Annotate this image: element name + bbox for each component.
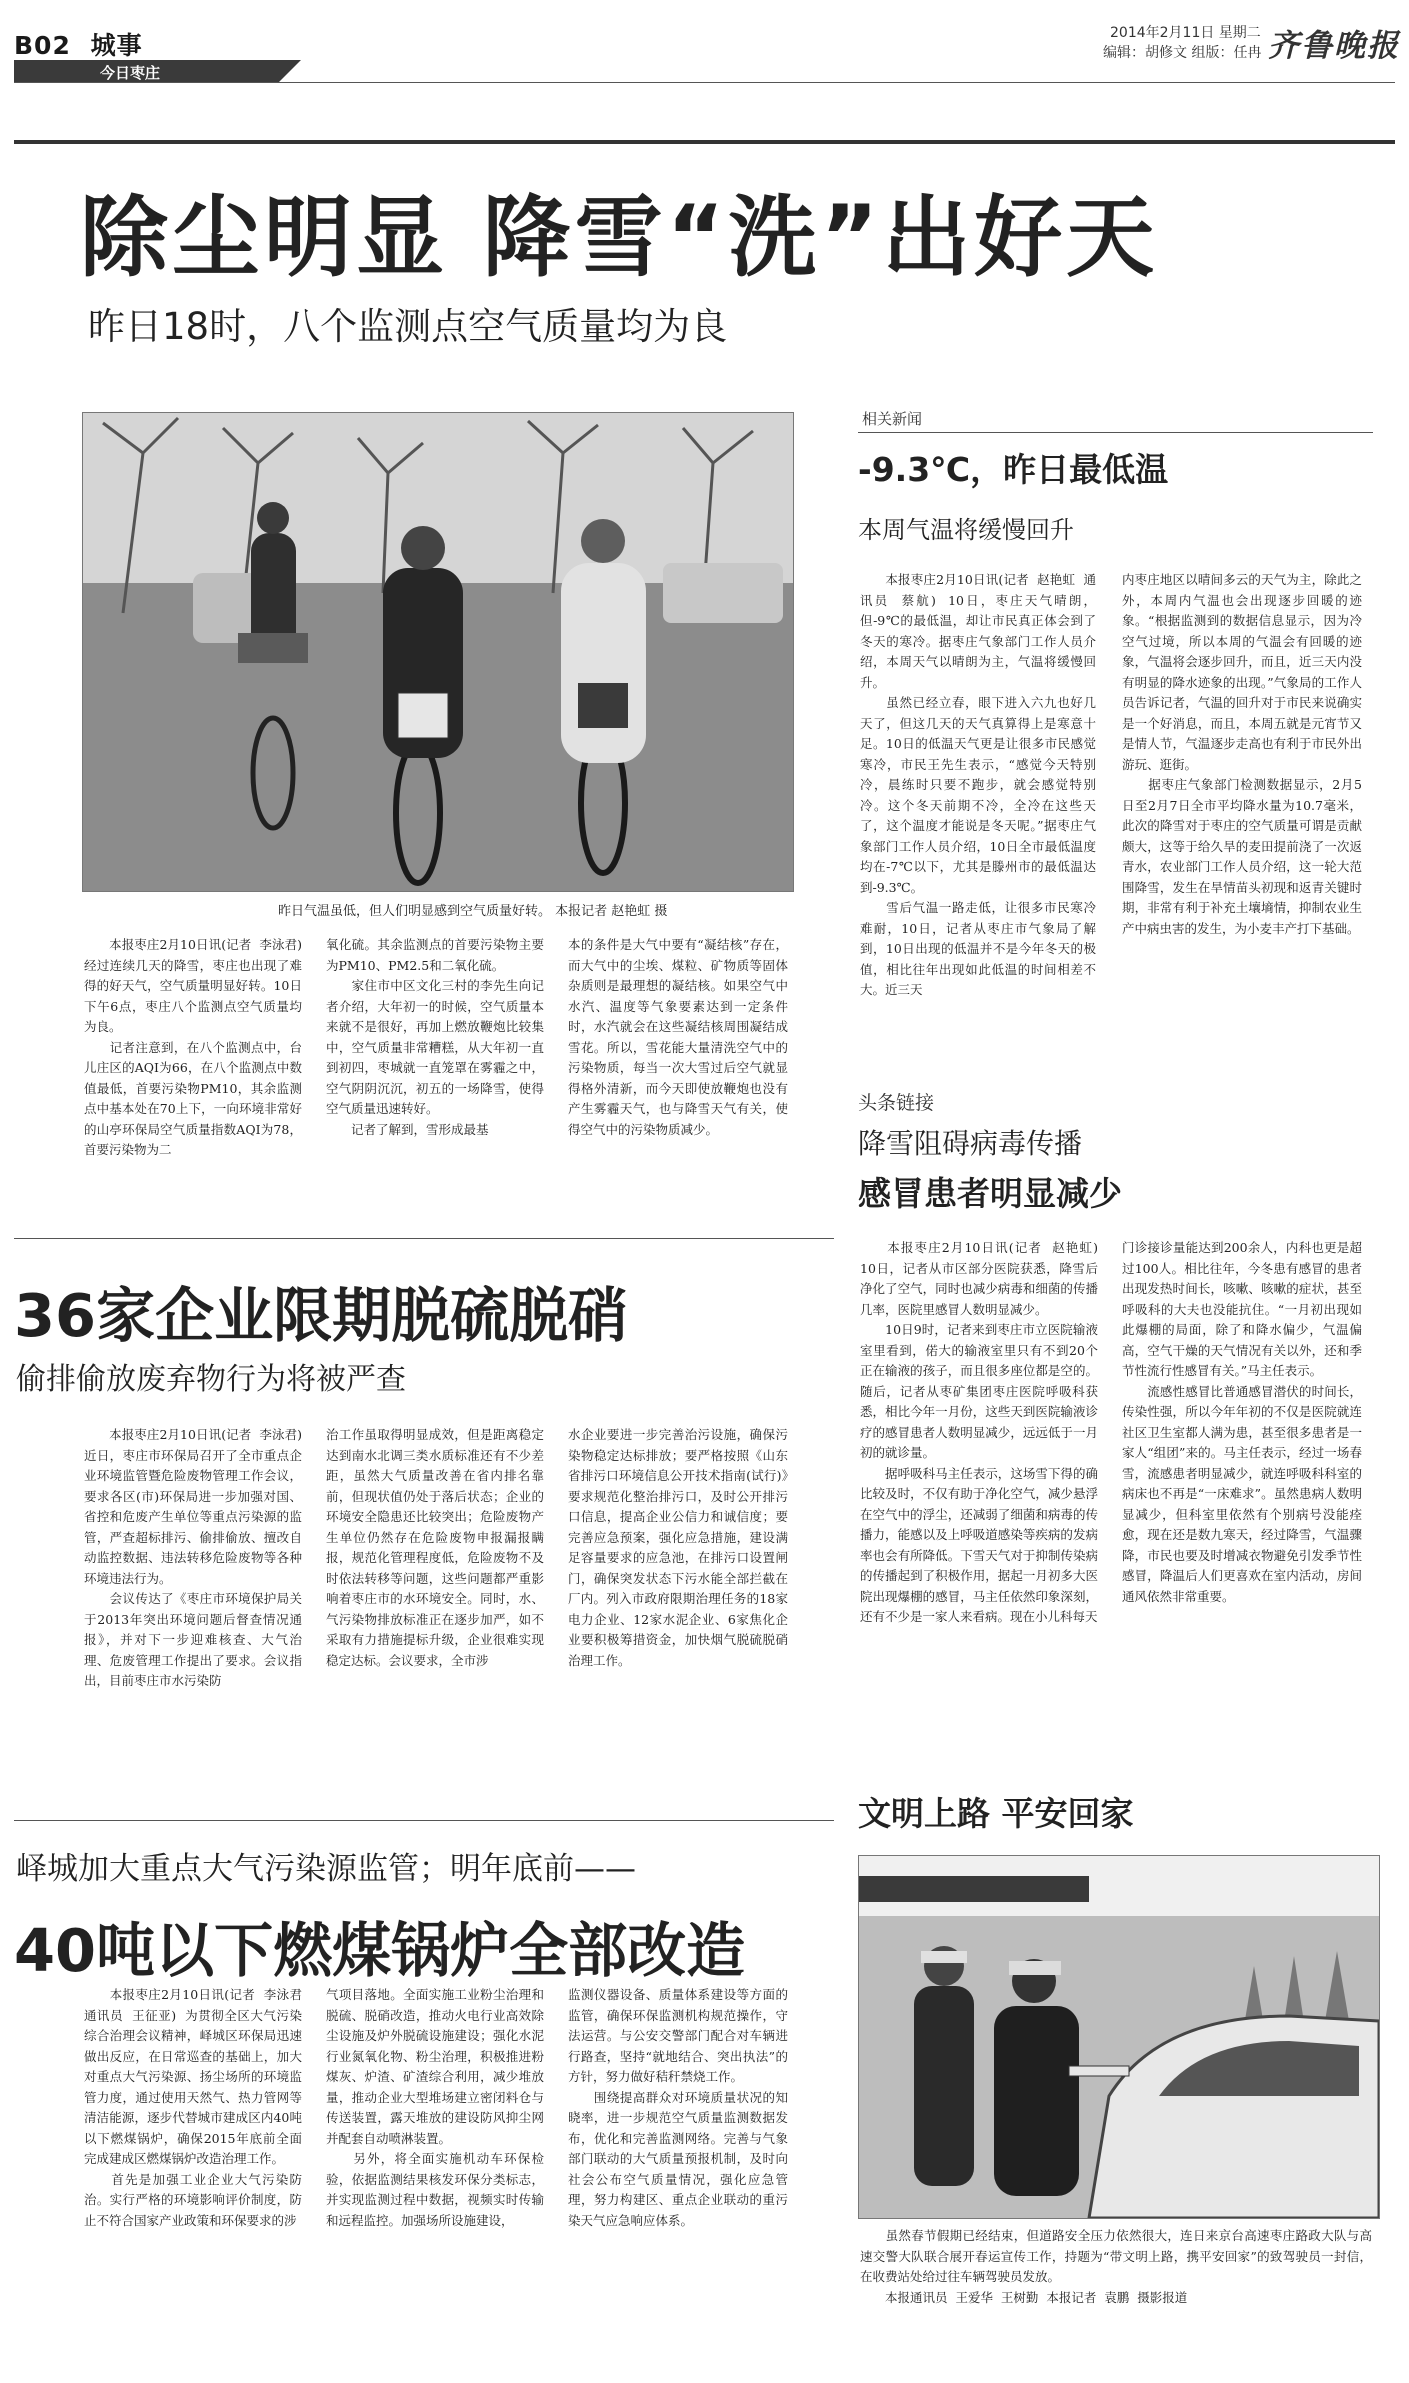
lead-body-col-3: 本的条件是大气中要有“凝结核”存在，而大气中的尘埃、煤粒、矿物质等固体杂质则是最理想的凝结核。如果空气中水汽、温度等气象要素达到一定条件时，水汽就会在这些凝结核周围凝结成雪花。所以，雪花能大量清洗空气中的污染物质，每当一次大雪过后空气就显得格外清新，而今天即使放鞭炮也没有产生雾霾天气，也与降雪天气有关，使得空气中的污染物质减少。 <box>568 937 788 1137</box>
flu-body-col-1: 本报枣庄2月10日讯(记者 赵艳虹) 10日，记者从市区部分医院获悉，降雪后净化了空气，同时也减少病毒和细菌的传播几率，医院里感冒人数明显减少。 10日9时，记者来到枣庄市立医院输液室里看到，偌大的输液室里只有不到20个正在输液的孩子，而且很多座位都是空的。随后，记者从枣矿集团枣庄医院呼吸科获悉，相比今年一月份，这些天到医院输液诊疗的感冒患者人数明显减少，远远低于一月初的就诊量。 据呼吸科马主任表示，这场雪下得的确比较及时，不仅有助于净化空气，减少悬浮在空气中的浮尘，还减弱了细菌和病毒的传播力，能感以及上呼吸道感染等疾病的发病率也会有所降低。下雪天气对于抑制传染病的传播起到了积极作用，据起一月初多大医院出现爆棚的感冒，马主任依然印象深刻，还有不少是一家人来看病。现在小儿科每天 <box>860 1240 1098 1624</box>
desulf-body-col-3: 水企业要进一步完善治污设施，确保污染物稳定达标排放；要严格按照《山东省排污口环境信息公开技术指南(试行)》要求规范化整治排污口，及时公开排污口信息，提高企业公信力和诚信度；要完善应急预案，强化应急措施，建设满足容量要求的应急池，在排污口设置闸门，确保突发状态下污水能全部拦截在厂内。列入市政府限期治理任务的18家电力企业、12家水泥企业、6家焦化企业要积极筹措资金，加快烟气脱硫脱硝治理工作。 <box>568 1427 788 1668</box>
masthead-logo: 齐鲁晚报 <box>1268 28 1400 64</box>
flu-headline: 感冒患者明显减少 <box>858 1174 1122 1213</box>
flu-kicker: 降雪阻碍病毒传播 <box>858 1127 1083 1160</box>
subsection-name: 今日枣庄 <box>100 64 161 82</box>
page-section-label <box>14 26 143 62</box>
flu-body-col-2: 门诊接诊量能达到200余人，内科也更是超过100人。相比往年，今冬患有感冒的患者出现发热时间长，咳嗽、咳嗽的症状，甚至呼吸科的大夫也没能抗住。“一月初出现如此爆棚的局面，除了和降水偏少，气温偏高，空气干燥的天气情况有关以外，还和季节性流行性感冒有关。”马主任表示。 流感性感冒比普通感冒潜伏的时间长，传染性强，所以今年年初的不仅是医院就连社区卫生室都人满为患，甚至很多患者是一家人“组团”来的。马主任表示，经过一场春雪，流感患者明显减少，就连呼吸科科室的病床也不再是“一床难求”。虽然患病人数明显减少，但科室里依然有个别病号没能痊愈，现在还是数九寒天，经过降雪，气温骤降，市民也要及时增减衣物避免引发季节性感冒，降温后人们更喜欢在室内活动，房间通风依然非常重要。 <box>1122 1240 1362 1604</box>
boiler-kicker: 峄城加大重点大气污染源监管；明年底前—— <box>16 1851 636 1887</box>
related-body-col-2: 内枣庄地区以晴间多云的天气为主，除此之外，本周内气温也会出现逐步回暖的迹象。“根据监测到的数据信息显示，因为冷空气过境，所以本周的气温会有回暖的迹象，气温将会逐步回升，而且，近三天内没有明显的降水迹象的出现。”气象局的工作人员告诉记者，气温的回升对于市民来说确实是一个好消息，而且，本周五就是元宵节又是情人节，气温逐步走高也有利于市民外出游玩、逛街。 据枣庄气象部门检测数据显示，2月5日至2月7日全市平均降水量为10.7毫米，此次的降雪对于枣庄的空气质量可谓是贡献颇大，这等于给久旱的麦田提前浇了一次返青水，农业部门工作人员介绍，这一轮大范围降雪，发生在旱情苗头初现和返青关键时期，非常有利于补充土壤墒情，抑制农业生产中病虫害的发生，为小麦丰产打下基础。 <box>1122 572 1362 936</box>
desulf-headline: 36家企业限期脱硫脱硝 <box>14 1281 628 1350</box>
flu-section-label: 头条链接 <box>858 1092 935 1114</box>
civil-photo-toll-station <box>858 1855 1380 2219</box>
lead-body-col-2: 氧化硫。其余监测点的首要污染物主要为PM10、PM2.5和二氧化硫。 家住市中区文化三村的李先生向记者介绍，大年初一的时候，空气质量本来就不是很好，再加上燃放鞭炮比较集中，空气质量非常糟糕，从大年初一直到初四，枣城就一直笼罩在雾霾之中，空气阴阴沉沉，初五的一场降雪，使得空气质量迅速转好。 记者了解到，雪形成最基 <box>326 937 544 1137</box>
desulf-subheadline: 偷排偷放废弃物行为将被严查 <box>16 1362 406 1397</box>
related-news-label: 相关新闻 <box>862 410 923 428</box>
desulf-body-col-1: 本报枣庄2月10日讯(记者 李泳君) 近日，枣庄市环保局召开了全市重点企业环境监管暨危险废物管理工作会议，要求各区(市)环保局进一步加强对国、省控和危废产生单位等重点污染源的监管，严查超标排污、偷排偷放、擅改自动监控数据、违法转移危险废物等各种环境违法行为。 会议传达了《枣庄市环境保护局关于2013年突出环境问题后督查情况通报》，并对下一步迎难核查、大气治理、危废管理工作提出了要求。会议指出，目前枣庄市水污染防 <box>84 1427 302 1688</box>
boiler-headline: 40吨以下燃煤锅炉全部改造 <box>14 1916 746 1985</box>
related-headline: -9.3℃，昨日最低温 <box>858 450 1169 489</box>
lead-photo-caption: 昨日气温虽低，但人们明显感到空气质量好转。 本报记者 赵艳虹 摄 <box>278 904 668 919</box>
lead-subheadline: 昨日18时，八个监测点空气质量均为良 <box>88 305 728 348</box>
related-news-rule <box>858 432 1373 433</box>
civil-photo-caption: 虽然春节假期已经结束，但道路安全压力依然很大，连日来京台高速枣庄路政大队与高速交警大队联合展开春运宣传工作，持题为“带文明上路，携平安回家”的致驾驶员一封信，在收费站处给过往车辆驾驶员发放。 本报通讯员 王爱华 王树勤 本报记者 袁鹏 摄影报道 <box>860 2228 1372 2305</box>
boiler-body-col-1: 本报枣庄2月10日讯(记者 李泳君 通讯员 王征亚) 为贯彻全区大气污染综合治理会议精神，峄城区环保局迅速做出反应，在日常巡查的基础上，加大对重点大气污染源、扬尘场所的环境监管力度，通过使用天然气、热力管网等清洁能源，逐步代替城市建成区内40吨以下燃煤锅炉，确保2015年底前全面完成建成区燃煤锅炉改造治理工作。 首先是加强工业企业大气污染防治。实行严格的环境影响评价制度，防止不符合国家产业政策和环保要求的涉 <box>84 1987 302 2228</box>
header-rule <box>14 82 1395 83</box>
boiler-body-col-2: 气项目落地。全面实施工业粉尘治理和脱硫、脱硝改造，推动火电行业高效除尘设施及炉外脱硫设施建设；强化水泥行业氮氧化物、粉尘治理，积极推进粉煤灰、炉渣、矿渣综合利用，减少堆放量，推动企业大型堆场建立密闭料仓与传送装置，露天堆放的建设防风抑尘网并配套自动喷淋装置。 另外，将全面实施机动车环保检验，依据监测结果核发环保分类标志，并实现监测过程中数据，视频实时传输和远程监控。加强场所设施建设， <box>326 1987 544 2228</box>
desulf-body-col-2: 治工作虽取得明显成效，但是距离稳定达到南水北调三类水质标准还有不少差距，虽然大气质量改善在省内排名靠前，但现状值仍处于落后状态；企业的环境安全隐患还比较突出；危险废物产生单位仍然存在危险废物申报漏报瞒报，规范化管理程度低，危险废物不及时依法转移等问题，这些问题都严重影响着枣庄市的水环境安全。同时，水、气污染物排放标准正在逐步加严，如不采取有力措施提标升级，企业很难实现稳定达标。会议要求，全市涉 <box>326 1427 544 1668</box>
subsection-bar <box>14 60 279 82</box>
civil-headline: 文明上路 平安回家 <box>858 1794 1134 1833</box>
section-divider-desulf <box>14 1238 834 1239</box>
toll-station-scene-illustration <box>859 1856 1379 2218</box>
issue-date: 2014年2月11日 星期二 <box>1110 25 1261 41</box>
cyclists-scene-illustration <box>83 413 793 891</box>
lead-body-col-1: 本报枣庄2月10日讯(记者 李泳君) 经过连续几天的降雪，枣庄也出现了难得的好天气，空气质量明显好转。10日下午6点，枣庄八个监测点空气质量均为良。 记者注意到，在八个监测点中，台儿庄区的AQI为66，在八个监测点中数值最低，首要污染物PM10，其余监测点中基本处在70上下，一向环境非常好的山亭环保局空气质量指数AQI为78，首要污染物为二 <box>84 937 302 1157</box>
section-name: 城事 <box>90 31 143 60</box>
page-code: B02 <box>14 31 71 60</box>
top-heavy-rule <box>14 140 1395 144</box>
related-subheadline: 本周气温将缓慢回升 <box>858 516 1074 544</box>
lead-photo-cyclists <box>82 412 794 892</box>
related-body-col-1: 本报枣庄2月10日讯(记者 赵艳虹 通讯员 蔡航) 10日，枣庄天气晴朗，但-9℃的最低温，却让市民真正体会到了冬天的寒冷。据枣庄气象部门工作人员介绍，本周天气以晴朗为主，气温将缓慢回升。 虽然已经立春，眼下进入六九也好几天了，但这几天的天气真算得上是寒意十足。10日的低温天气更是让很多市民感觉寒冷，市民王先生表示，“感觉今天特别冷，晨练时只要不跑步，就会感觉特别冷。这个冬天前期不冷，全冷在这些天了，这个温度才能说是冬天呢。”据枣庄气象部门工作人员介绍，10日全市最低温度均在-7℃以下，尤其是滕州市的最低温达到-9.3℃。 雪后气温一路走低，让很多市民寒冷难耐，10日，记者从枣庄市气象局了解到，10日出现的低温并不是今年冬天的极值，相比往年出现如此低温的时间相差不大。近三天 <box>860 572 1096 997</box>
boiler-body-col-3: 监测仪器设备、质量体系建设等方面的监管，确保环保监测机构规范操作，守法运营。与公安交警部门配合对车辆进行路查，坚持“就地结合、突出执法”的方针，努力做好秸秆禁烧工作。 围绕提高群众对环境质量状况的知晓率，进一步规范空气质量监测数据发布，优化和完善监测网络。完善与气象部门联动的大气质量预报机制，及时向社会公布空气质量情况，强化应急管理，努力构建区、重点企业联动的重污染天气应急响应体系。 <box>568 1987 788 2228</box>
lead-headline: 除尘明显 降雪“洗”出好天 <box>80 186 1159 289</box>
editor-credit: 编辑：胡修文 组版：任冉 <box>1103 45 1262 61</box>
section-divider-boiler <box>14 1820 834 1821</box>
